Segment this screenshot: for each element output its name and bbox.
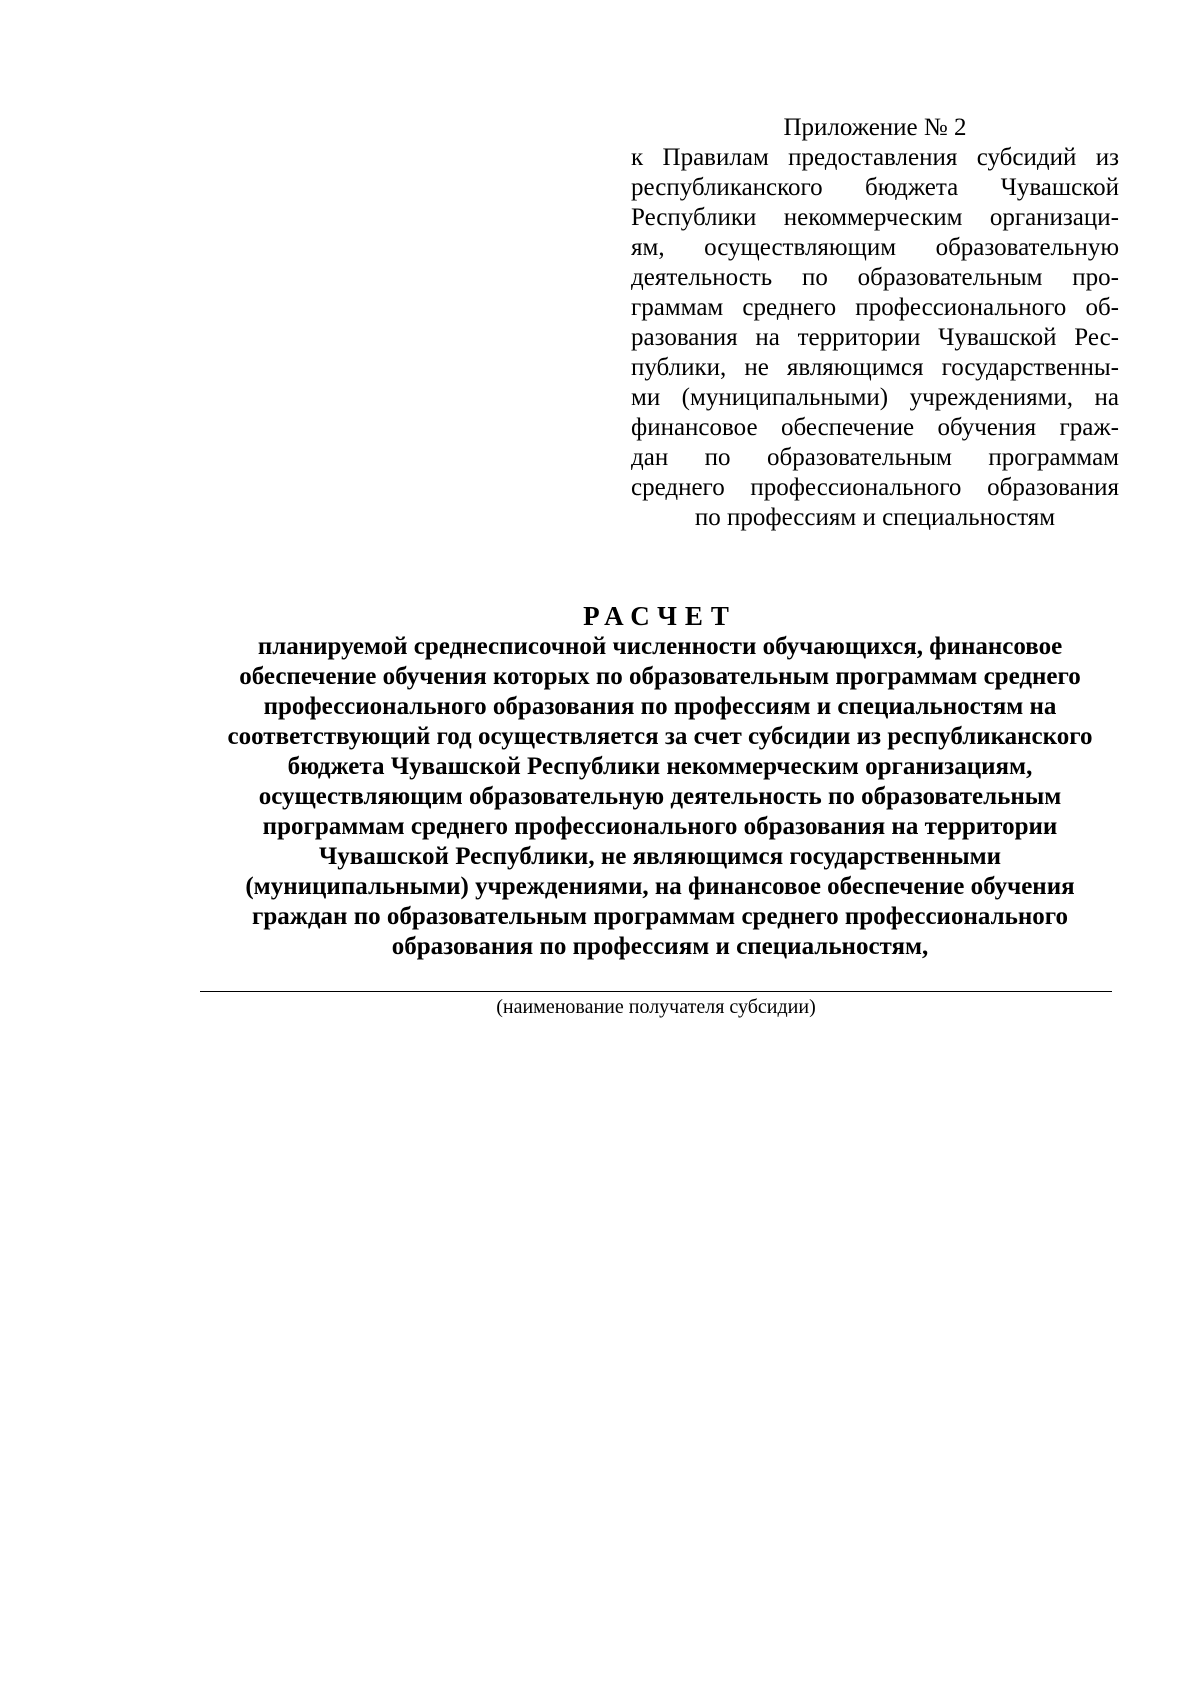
annex-line: ям, осуществляющим образовательную xyxy=(631,234,1119,261)
heading-line: профессионального образования по профессиям и специальностям на xyxy=(263,693,1057,720)
heading-line: осуществляющим образовательную деятельность по образовательным xyxy=(258,783,1062,810)
annex-line: публики, не являющимся государственны- xyxy=(631,354,1119,381)
heading-line: бюджета Чувашской Республики некоммерческим организациям, xyxy=(287,753,1033,780)
annex-line: среднего профессионального образования xyxy=(631,474,1119,501)
heading-line: программам среднего профессионального образования на территории xyxy=(262,813,1058,840)
annex-line: деятельность по образовательным про- xyxy=(631,264,1119,291)
heading-line: соответствующий год осуществляется за счет субсидии из республиканского xyxy=(227,723,1093,750)
annex-line: ми (муниципальными) учреждениями, на xyxy=(631,384,1119,411)
annex-line: дан по образовательным программам xyxy=(631,444,1119,471)
heading-line: планируемой среднесписочной численности обучающихся, финансовое xyxy=(257,633,1063,660)
annex-line: граммам среднего профессионального об- xyxy=(631,294,1119,321)
recipient-caption: (наименование получателя субсидии) xyxy=(496,996,816,1018)
annex-line: Республики некоммерческим организаци- xyxy=(631,204,1119,231)
document-title: РАСЧЕТ xyxy=(583,601,737,631)
annex-line: финансовое обеспечение обучения граж- xyxy=(631,414,1119,441)
annex-line: республиканского бюджета Чувашской xyxy=(631,174,1119,201)
annex-line: по профессиям и специальностям xyxy=(694,504,1056,531)
annex-line: разования на территории Чувашской Рес- xyxy=(631,324,1119,351)
heading-line: обеспечение обучения которых по образовательным программам среднего xyxy=(239,663,1081,690)
heading-line: (муниципальными) учреждениями, на финансовое обеспечение обучения xyxy=(245,873,1075,900)
heading-line: Чувашской Республики, не являющимся государственными xyxy=(318,843,1002,870)
annex-number: Приложение № 2 xyxy=(783,114,967,141)
heading-line: образования по профессиям и специальностям, xyxy=(391,933,929,960)
recipient-name-line xyxy=(200,991,1112,992)
annex-line: к Правилам предоставления субсидий из xyxy=(631,144,1119,171)
heading-line: граждан по образовательным программам среднего профессионального xyxy=(252,903,1068,930)
